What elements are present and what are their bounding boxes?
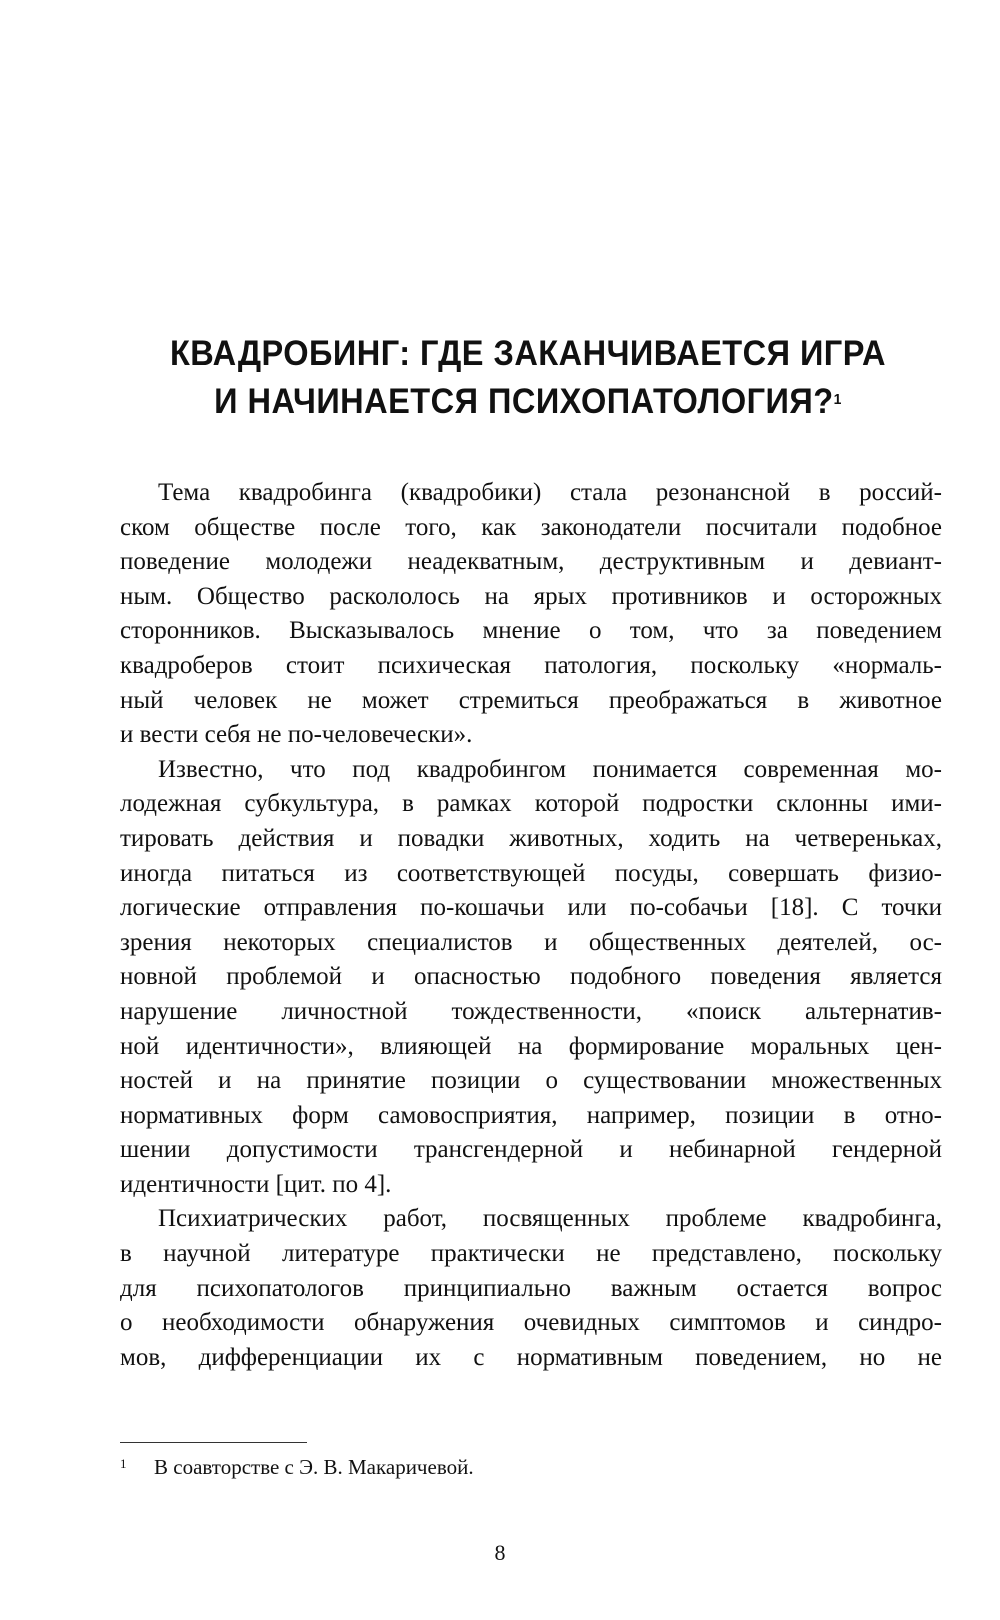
footnote-divider (120, 1442, 307, 1443)
text-line: мов, дифференциации их с нормативным поведением, но не (120, 1343, 942, 1371)
text-line: Тема квадробинга (квадробики) стала резонансной в россий- (158, 479, 942, 506)
text-line: лодежная субкультура, в рамках которой подростки склонны ими- (120, 790, 942, 818)
text-line: иногда питаться из соответствующей посуды, совершать физио- (120, 859, 942, 887)
chapter-title-line-1: КВАДРОБИНГ: ГДЕ ЗАКАНЧИВАЕТСЯ ИГРА (169, 334, 887, 373)
text-line: квадроберов стоит психическая патология, поскольку «нормаль- (120, 651, 942, 679)
text-line: и вести себя не по-человечески». (120, 721, 473, 749)
text-line: ском обществе после того, как законодатели посчитали подобное (120, 513, 942, 541)
paragraph (120, 1202, 942, 1375)
footnote-reference: 1 (833, 391, 842, 408)
text-line: Известно, что под квадробингом понимается современная мо- (158, 755, 942, 783)
text-line: для психопатологов принципиально важным остается вопрос (120, 1274, 942, 1302)
chapter-title-line-2 (147, 378, 910, 426)
paragraph (120, 753, 942, 1203)
text-line: ный человек не может стремиться преображаться в животное (120, 686, 942, 714)
text-line: новной проблемой и опасностью подобного поведения является (120, 963, 942, 991)
page-number: 8 (494, 1540, 506, 1565)
body-text (120, 476, 942, 1375)
text-line: тировать действия и повадки животных, ходить на четвереньках, (120, 824, 942, 852)
text-line: ным. Общество раскололось на ярых противников и осторожных (120, 582, 942, 610)
text-line: зрения некоторых специалистов и общественных деятелей, ос- (120, 928, 942, 956)
footnote-text: В соавторстве с Э. В. Макаричевой. (154, 1455, 474, 1479)
text-line: логические отправления по-кошачьи или по-собачьи [18]. С точки (120, 894, 942, 922)
paragraph (120, 476, 942, 753)
text-line: о необходимости обнаружения очевидных симптомов и синдро- (120, 1309, 942, 1337)
text-line: сторонников. Высказывалось мнение о том, что за поведением (120, 617, 942, 645)
chapter-title-line-2-text: И НАЧИНАЕТСЯ ПСИХОПАТОЛОГИЯ? (214, 382, 834, 421)
text-line: идентичности [цит. по 4]. (120, 1170, 392, 1198)
text-line: ной идентичности», влияющей на формирование моральных цен- (120, 1032, 942, 1060)
text-line: нормативных форм самовосприятия, например, позиции в отно- (120, 1101, 942, 1129)
chapter-title (147, 330, 910, 426)
footnote (120, 1452, 942, 1482)
text-line: ностей и на принятие позиции о существовании множественных (120, 1067, 942, 1095)
text-line: Психиатрических работ, посвященных проблеме квадробинга, (158, 1205, 942, 1233)
text-line: нарушение личностной тождественности, «поиск альтернатив- (120, 997, 942, 1025)
text-line: в научной литературе практически не представлено, поскольку (120, 1240, 942, 1268)
text-line: шении допустимости трансгендерной и небинарной гендерной (120, 1136, 942, 1164)
footnote-number: 1 (120, 1456, 127, 1471)
text-line: поведение молодежи неадекватным, деструктивным и девиант- (120, 548, 942, 576)
